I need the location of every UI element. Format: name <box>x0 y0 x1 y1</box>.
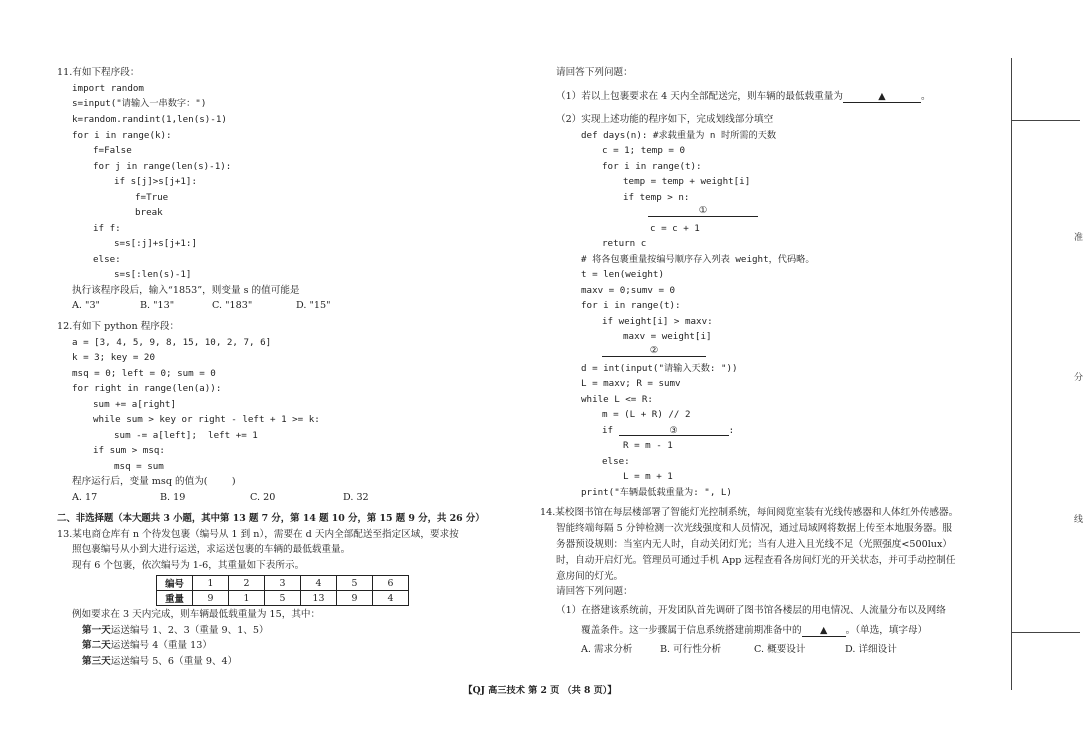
q14-stem: 意房间的灯光。 <box>556 571 624 582</box>
code-line: else: <box>602 456 630 467</box>
code-line: c = 1; temp = 0 <box>602 145 685 156</box>
page-footer: 【QJ 高三技术 第 2 页 （共 8 页）】 <box>463 685 617 696</box>
q14-option-c: C. 概要设计 <box>754 644 806 655</box>
code-line: R = m - 1 <box>623 440 673 451</box>
code-line: k = 3; key = 20 <box>72 352 155 363</box>
table-cell: 4 <box>373 591 409 606</box>
q14-stem: 时，自动开启灯光。管理员可通过手机 App 远程查看各房间灯光的开关状态，并可手动控制任 <box>556 555 956 566</box>
code-line-if <box>602 426 734 436</box>
q12-title: 12.有如下 python 程序段： <box>57 321 180 332</box>
q12-stem: 程序运行后，变量 msq 的值为( ) <box>72 476 236 487</box>
q14-stem: 请回答下列问题： <box>556 586 633 597</box>
q14-part1-line2 <box>581 626 927 637</box>
table-row <box>157 576 409 591</box>
q13-stem-line3: 现有 6 个包裹，依次编号为 1-6，其重量如下表所示。 <box>72 560 305 571</box>
day-label: 第二天 <box>82 640 111 651</box>
q11-stem: 执行该程序段后，输入“1853”，则变量 s 的值可能是 <box>72 285 300 296</box>
section-heading: 二、非选择题（本大题共 3 小题，其中第 13 题 7 分，第 14 题 10 分，第 15 题 9 分，共 26 分） <box>57 513 485 524</box>
q13-stem-line2: 照包裹编号从小到大进行运送，求运送包裹的车辆的最低载重量。 <box>72 544 351 555</box>
code-line: while L <= R: <box>581 394 653 405</box>
day-label: 第一天 <box>82 625 111 636</box>
table-cell: 9 <box>193 591 229 606</box>
q11-option-d: D. "15" <box>296 300 331 311</box>
q11-option-b: B. "13" <box>140 300 175 311</box>
code-line: if weight[i] > maxv: <box>602 316 713 327</box>
code-line: s=s[:j]+s[j+1:] <box>114 238 197 249</box>
code-line: msq = 0; left = 0; sum = 0 <box>72 368 216 379</box>
code-line: for i in range(t): <box>602 161 702 172</box>
table-cell: 5 <box>337 576 373 591</box>
day-text: 运送编号 4（重量 13） <box>110 640 212 651</box>
q13-day-1 <box>82 626 269 636</box>
q11-title: 11.有如下程序段： <box>57 67 140 78</box>
if-keyword: if <box>602 425 614 436</box>
code-line: if temp > n: <box>623 192 690 203</box>
code-line: if s[j]>s[j+1]: <box>114 176 197 187</box>
fill-blank-3[interactable]: ③ <box>619 426 729 436</box>
q13-day-3 <box>82 657 237 667</box>
package-weight-table <box>156 575 409 606</box>
code-line: else: <box>93 254 121 265</box>
q14-option-a: A. 需求分析 <box>581 644 633 655</box>
table-cell: 9 <box>337 591 373 606</box>
code-line: L = m + 1 <box>623 471 673 482</box>
code-line: import random <box>72 83 144 94</box>
day-text: 运送编号 1、2、3（重量 9、1、5） <box>110 625 269 636</box>
code-line: break <box>135 207 163 218</box>
q13-example: 例如要求在 3 天内完成，则车辆最低载重量为 15，其中： <box>72 609 321 620</box>
code-line: for i in range(k): <box>72 130 172 141</box>
q14-option-b: B. 可行性分析 <box>660 644 722 655</box>
q14-stem: 务器预设规则：当室内无人时，自动关闭灯光；当有人进入且光线不足（光照强度<500lux） <box>556 539 952 550</box>
table-cell: 1 <box>193 576 229 591</box>
table-cell: 13 <box>301 591 337 606</box>
code-line: temp = temp + weight[i] <box>623 176 751 187</box>
q14-option-d: D. 详细设计 <box>845 644 897 655</box>
fill-blank-1[interactable] <box>648 206 758 217</box>
q14-part1-line1: （1）在搭建该系统前，开发团队首先调研了图书馆各楼层的用电情况、人流量分布以及网络 <box>556 605 946 616</box>
rail-char: 分 <box>1074 373 1083 383</box>
q13-part1-text: （1）若以上包裹要求在 4 天内全部配送完，则车辆的最低载重量为 <box>556 91 843 102</box>
blank-marker: ① <box>648 206 758 217</box>
q13-part1 <box>556 92 931 103</box>
q12-option-a: A. 17 <box>72 492 98 503</box>
code-line: for i in range(t): <box>581 300 681 311</box>
table-cell: 5 <box>265 591 301 606</box>
code-line: sum -= a[left]; left += 1 <box>114 430 258 441</box>
code-line: def days(n): #求载重量为 n 时所需的天数 <box>581 130 777 141</box>
code-line: s=s[:len(s)-1] <box>114 269 192 280</box>
table-cell: 1 <box>229 591 265 606</box>
code-line: f=True <box>135 192 169 203</box>
table-cell: 3 <box>265 576 301 591</box>
code-line: maxv = weight[i] <box>623 331 712 342</box>
table-cell: 2 <box>229 576 265 591</box>
table-cell: 6 <box>373 576 409 591</box>
q14-part1-text: 覆盖条件。这一步骤属于信息系统搭建前期准备中的 <box>581 625 802 636</box>
answer-blank[interactable]: ▲ <box>802 626 846 637</box>
table-header-cell: 编号 <box>157 576 193 591</box>
binding-rail-line <box>1011 58 1012 690</box>
code-line: if sum > msq: <box>93 445 165 456</box>
code-line: a = [3, 4, 5, 9, 8, 15, 10, 2, 7, 6] <box>72 337 272 348</box>
table-cell: 4 <box>301 576 337 591</box>
answer-blank[interactable]: ▲ <box>843 92 921 103</box>
code-line: s=input("请输入一串数字：") <box>72 98 207 109</box>
code-line: print("车辆最低载重量为: ", L) <box>581 487 732 498</box>
rail-divider <box>1011 120 1080 121</box>
code-line: k=random.randint(1,len(s)-1) <box>72 114 227 125</box>
fill-blank-2[interactable] <box>602 346 706 357</box>
q12-option-b: B. 19 <box>160 492 186 503</box>
code-line: maxv = 0;sumv = 0 <box>581 285 676 296</box>
colon: : <box>728 425 735 436</box>
q12-option-d: D. 32 <box>343 492 369 503</box>
answer-intro: 请回答下列问题： <box>556 67 633 78</box>
q14-part1-end: 。（单选，填字母） <box>845 625 928 636</box>
code-line: return c <box>602 238 647 249</box>
q13-part1-end: 。 <box>920 91 931 102</box>
code-line: t = len(weight) <box>581 269 664 280</box>
q13-stem-line1: 13.某电商仓库有 n 个待发包裹（编号从 1 到 n），需要在 d 天内全部配送至指定区域，要求按 <box>57 529 459 540</box>
table-row <box>157 591 409 606</box>
rail-char: 线 <box>1074 515 1083 525</box>
code-line: msq = sum <box>114 461 164 472</box>
code-line: c = c + 1 <box>650 223 700 234</box>
q14-stem: 智能终端每隔 5 分钟检测一次光线强度和人员情况，通过局域网将数据上传至本地服务器。服 <box>556 523 952 534</box>
rail-char: 准 <box>1074 233 1083 243</box>
q14-stem: 14.某校图书馆在每层楼部署了智能灯光控制系统，每间阅览室装有光线传感器和人体红外传感器。 <box>540 507 959 518</box>
day-text: 运送编号 5、6（重量 9、4） <box>110 656 238 667</box>
code-line: d = int(input("请输入天数: ")) <box>581 363 738 374</box>
code-line: while sum > key or right - left + 1 >= k: <box>93 414 320 425</box>
code-line: for right in range(len(a)): <box>72 383 222 394</box>
code-line: sum += a[right] <box>93 399 176 410</box>
code-line: # 将各包裹重量按编号顺序存入列表 weight，代码略。 <box>581 254 815 265</box>
q11-option-a: A. "3" <box>72 300 100 311</box>
q11-option-c: C. "183" <box>212 300 253 311</box>
q12-option-c: C. 20 <box>250 492 276 503</box>
day-label: 第三天 <box>82 656 111 667</box>
code-line: if f: <box>93 223 121 234</box>
code-line: f=False <box>93 145 132 156</box>
table-header-cell: 重量 <box>157 591 193 606</box>
blank-marker: ② <box>602 346 706 357</box>
rail-divider <box>1011 632 1080 633</box>
q13-part2: （2）实现上述功能的程序如下，完成划线部分填空 <box>556 114 774 125</box>
code-line: for j in range(len(s)-1): <box>93 161 232 172</box>
code-line: m = (L + R) // 2 <box>602 409 691 420</box>
q13-day-2 <box>82 641 212 651</box>
code-line: L = maxv; R = sumv <box>581 378 681 389</box>
